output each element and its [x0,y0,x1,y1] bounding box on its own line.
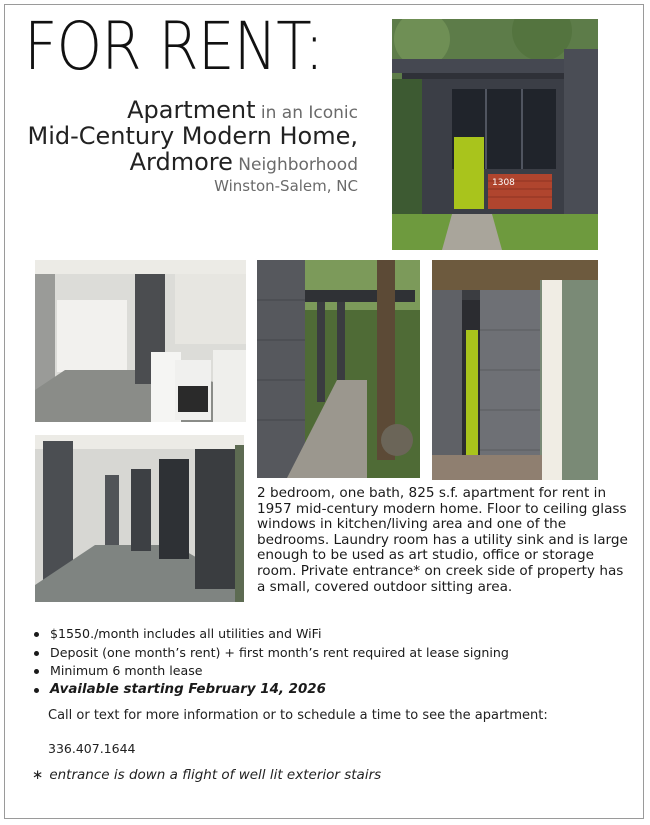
footnote-text: entrance is down a flight of well lit exterior stairs [49,767,382,783]
phone-number: 336.407.1644 [48,741,136,756]
list-item-lease: Minimum 6 month lease [32,662,509,681]
apartment-description: 2 bedroom, one bath, 825 s.f. apartment for rent in 1957 mid-century modern home. Floor to ceiling glass windows in kitchen/living area and one of the bedrooms. Laundry room has a utility sink and is large enough to be used as art studio, office or storage room. Private entrance* on creek side of property has a small, covered outdoor sitting area. [257,485,628,595]
subtitle-apartment: Apartment [127,96,256,124]
kitchen-photo [35,260,246,422]
asterisk-icon: ∗ [32,767,44,783]
subtitle-neighborhood: Neighborhood [232,155,358,175]
page-title: FOR RENT: [24,8,324,85]
list-item-availability: Available starting February 14, 2026 [32,681,509,700]
subtitle-ardmore: Ardmore [129,148,233,176]
list-item-deposit: Deposit (one month’s rent) + first month’s rent required at lease signing [32,644,509,663]
list-item-price: $1550./month includes all utilities and WiFi [32,625,509,644]
details-list [32,625,509,699]
entrance-door-photo [432,260,598,480]
subtitle-line-1 [127,98,358,122]
house-number: 1308 [492,178,515,188]
contact-call-to-action: Call or text for more information or to schedule a time to see the apartment: [48,708,548,723]
walkway-photo [257,260,420,478]
subtitle-line-3 [130,150,358,174]
subtitle-line-2: Mid-Century Modern Home, [27,122,358,150]
footnote [32,767,381,783]
subtitle-iconic: in an Iconic [255,103,358,123]
living-area-photo [35,435,244,602]
exterior-front-photo [392,19,598,250]
location-text: Winston-Salem, NC [214,177,358,195]
